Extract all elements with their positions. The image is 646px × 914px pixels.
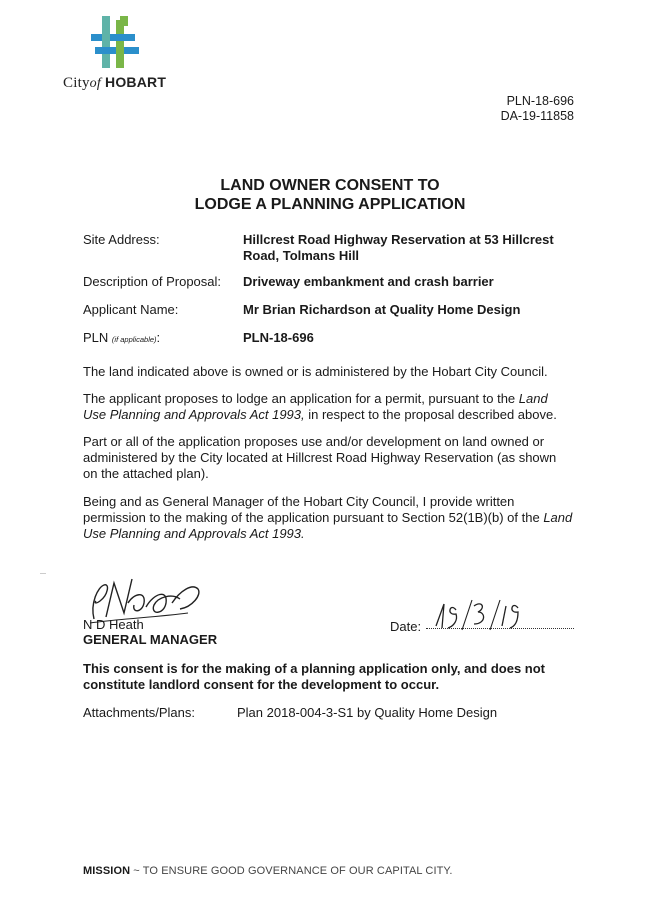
logo-wordmark [63, 74, 173, 92]
attachments-value: Plan 2018-004-3-S1 by Quality Home Design [237, 705, 498, 720]
site-address-line-2: Road, Tolmans Hill [243, 248, 360, 263]
consent-disclaimer: This consent is for the making of a planning application only, and does not constitute landlord consent for the development to occur. [83, 661, 546, 692]
p4-act-name: Land Use Planning and Approvals Act 1993. [83, 510, 573, 541]
p2-act-name: Land Use Planning and Approvals Act 1993, [83, 391, 548, 422]
site-address-label: Site Address: [83, 232, 160, 247]
pln-reference: PLN-18-696 [506, 94, 574, 108]
attachments-label: Attachments/Plans: [83, 705, 195, 720]
site-address-value [243, 232, 573, 264]
hobart-emblem-icon [89, 14, 141, 70]
document-title [0, 176, 646, 214]
paragraph-permission [83, 494, 573, 542]
logo-city: City [63, 75, 90, 91]
pln-label-colon: : [156, 330, 161, 345]
logo-hobart: HOBART [105, 74, 167, 90]
mission-statement [83, 865, 453, 877]
applicant-value: Mr Brian Richardson at Quality Home Design [243, 302, 521, 317]
p2-text-a: The applicant proposes to lodge an application for a permit, pursuant to the [83, 391, 519, 406]
title-line-1: LAND OWNER CONSENT TO [220, 177, 440, 194]
paragraph-ownership: The land indicated above is owned or is administered by the Hobart City Council. [83, 364, 548, 379]
paragraph-proposal [83, 391, 573, 423]
date-label: Date: [390, 619, 422, 634]
site-address-line-1: Hillcrest Road Highway Reservation at 53 Hillcrest [243, 232, 554, 247]
paragraph-land: Part or all of the application proposes use and/or development on land owned or administered by the City located at Hillcrest Road Highway Reservation (as shown on the attached plan). [83, 434, 557, 481]
p2-text-b: in respect to the proposal described above. [304, 407, 557, 422]
p4-text-a: Being and as General Manager of the Hobart City Council, I provide written permission to the making of the application pursuant to Section 52(1B)(b) of the [83, 494, 544, 525]
signatory-name: N D Heath [83, 617, 144, 632]
date-handwritten [432, 598, 522, 637]
applicant-label: Applicant Name: [83, 302, 179, 317]
city-of-hobart-logo [63, 14, 173, 92]
mission-label: MISSION [83, 865, 131, 877]
mission-text: ~ TO ENSURE GOOD GOVERNANCE OF OUR CAPITAL CITY. [130, 865, 453, 877]
logo-of: of [89, 76, 101, 91]
reference-numbers [501, 94, 574, 124]
da-reference: DA-19-11858 [500, 109, 574, 123]
handwritten-date-icon [432, 598, 522, 632]
pln-label-note: (if applicable) [111, 335, 157, 344]
pln-value: PLN-18-696 [243, 330, 314, 345]
pln-label [83, 330, 160, 345]
title-line-2: LODGE A PLANNING APPLICATION [194, 196, 466, 213]
scan-edge-mark [40, 573, 46, 574]
description-label: Description of Proposal: [83, 274, 222, 289]
description-value: Driveway embankment and crash barrier [243, 274, 494, 289]
pln-label-text: PLN [83, 330, 109, 345]
signatory-title: GENERAL MANAGER [83, 632, 218, 647]
